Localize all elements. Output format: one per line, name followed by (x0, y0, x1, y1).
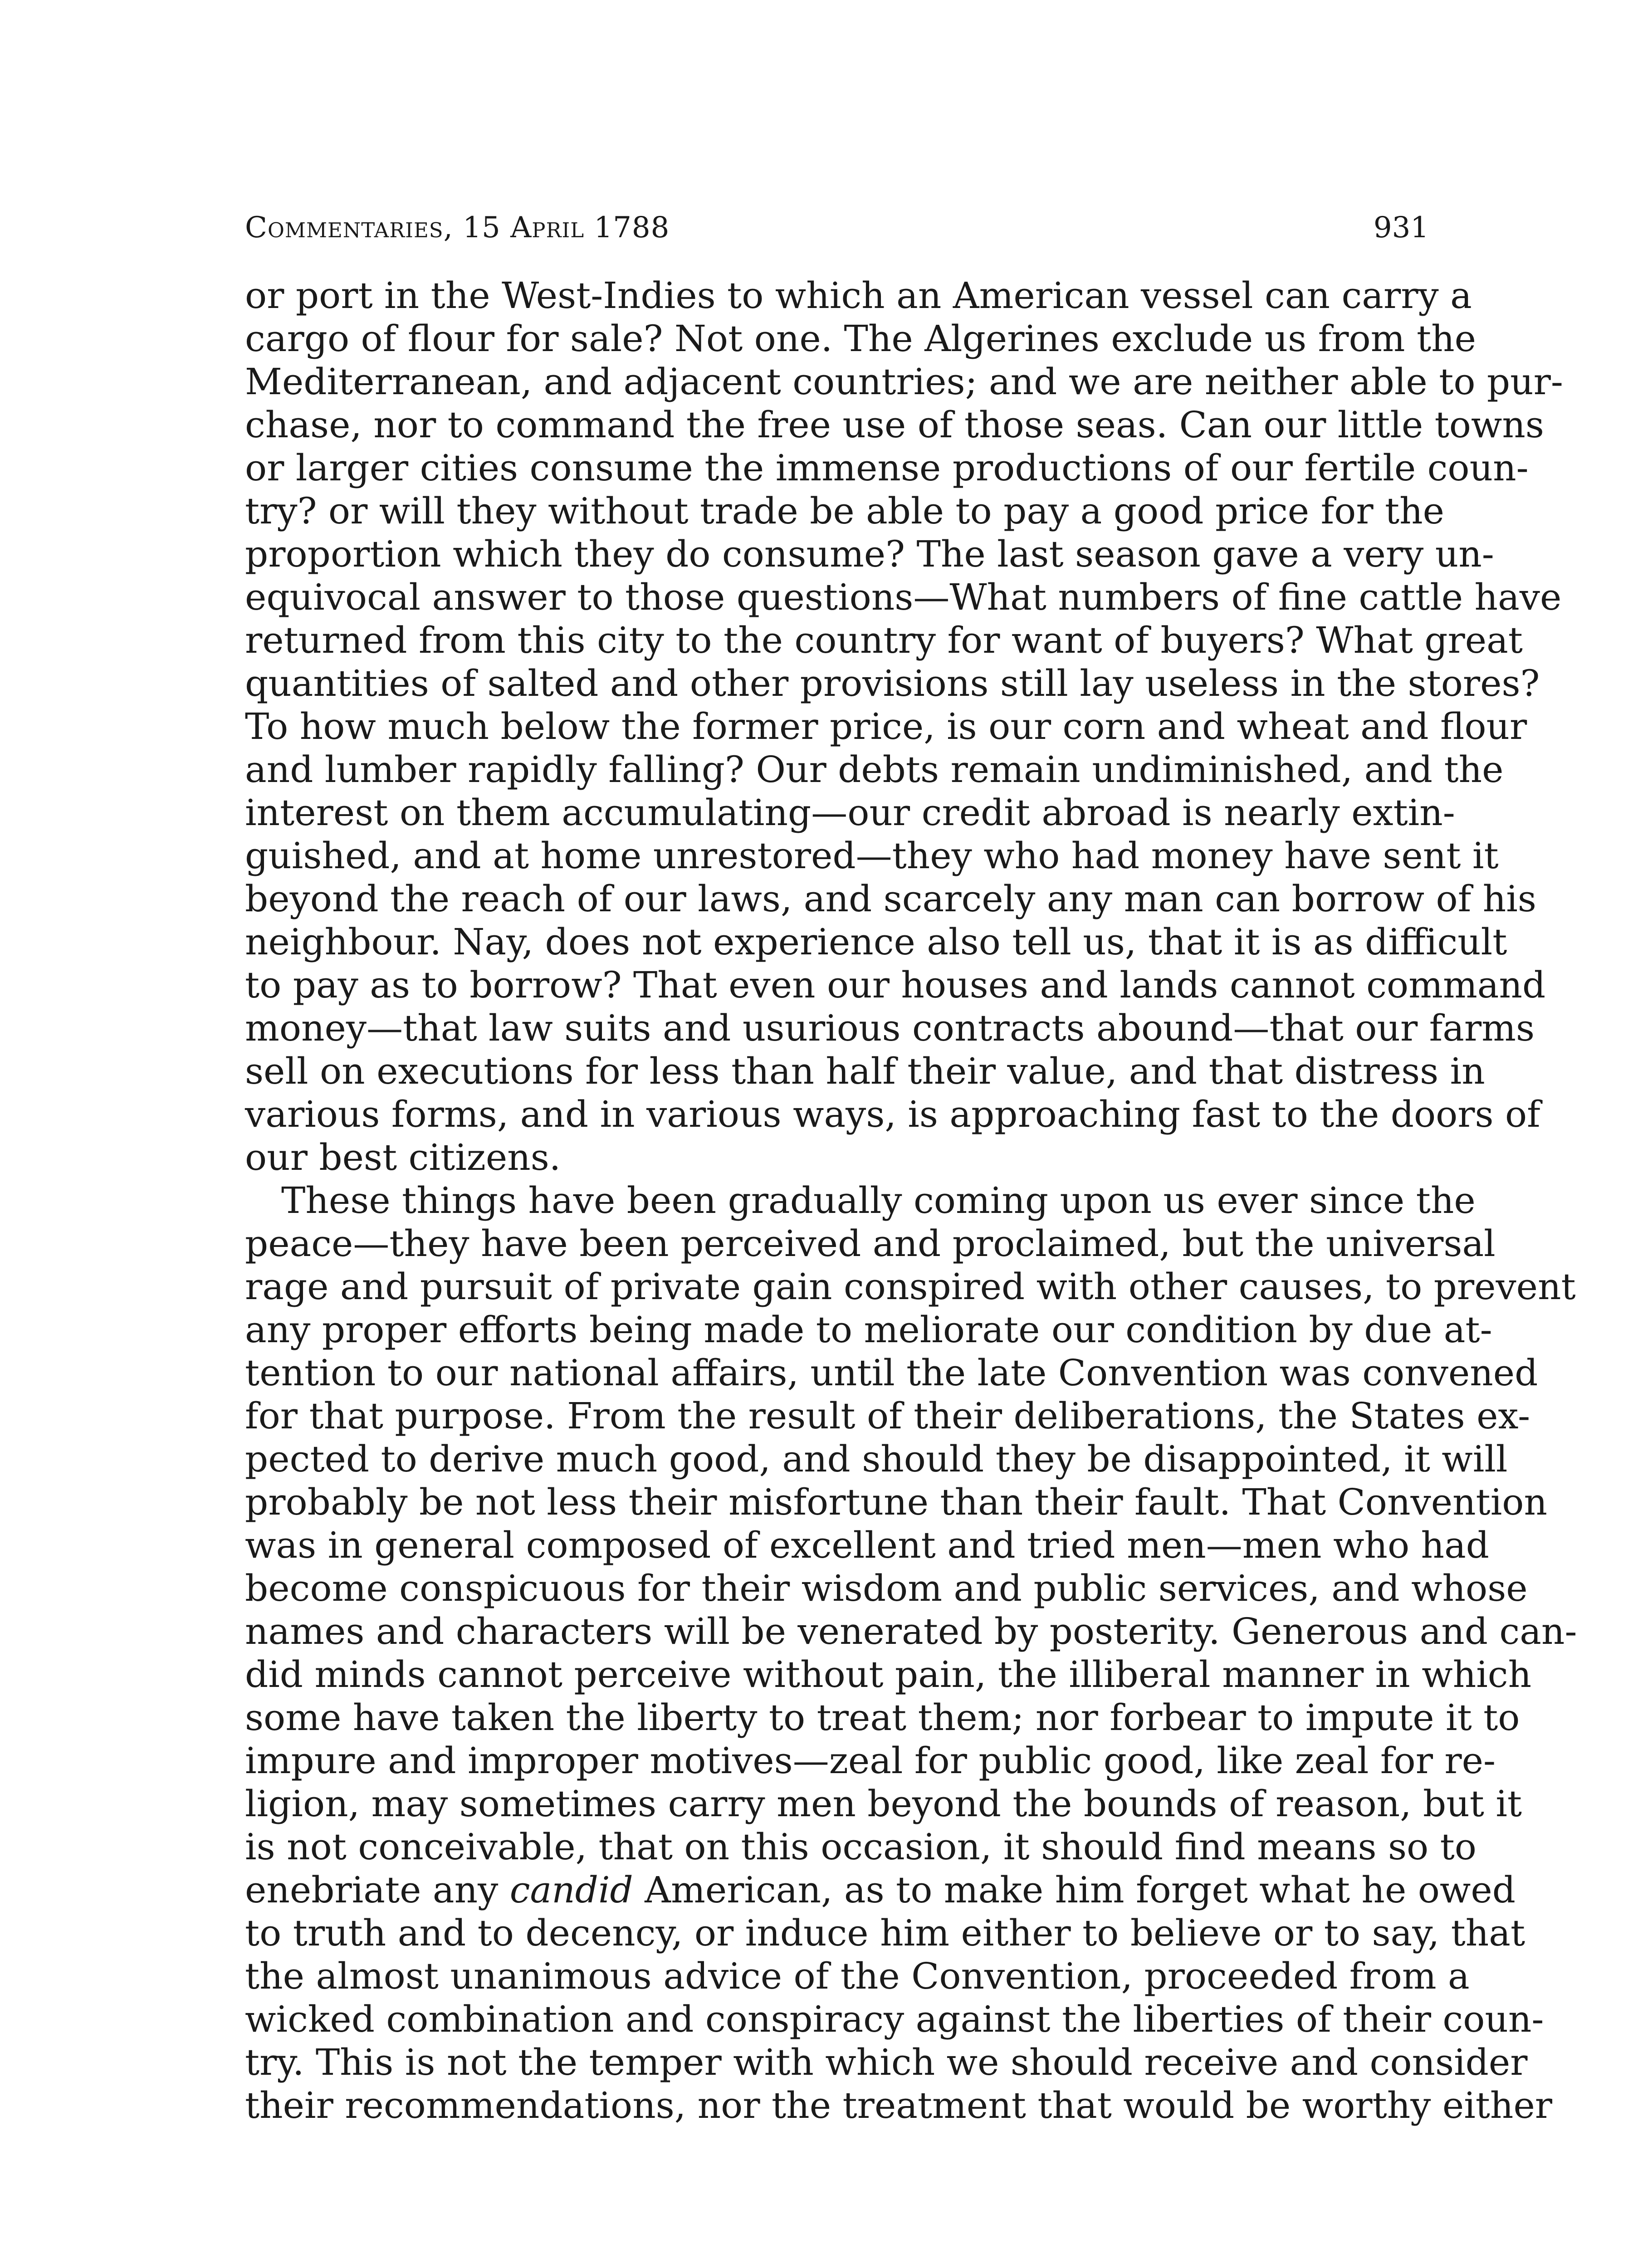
paragraph-2 (245, 1179, 1577, 2127)
text-line: beyond the reach of our laws, and scarcely any man can borrow of his (245, 878, 1536, 920)
text-line: become conspicuous for their wisdom and public services, and whose (245, 1567, 1528, 1609)
text-line: the almost unanimous advice of the Convention, proceeded from a (245, 1955, 1470, 1997)
text-line: money—that law suits and usurious contracts abound—that our farms (245, 1007, 1535, 1049)
text-line: quantities of salted and other provisions still lay useless in the stores? (245, 662, 1540, 704)
text-line: is not conceivable, that on this occasion, it should find means so to (245, 1826, 1477, 1868)
text-line: did minds cannot perceive without pain, the illiberal manner in which (245, 1653, 1532, 1696)
text-line: rage and pursuit of private gain conspired with other causes, to prevent (245, 1266, 1576, 1308)
text-line: for that purpose. From the result of their deliberations, the States ex- (245, 1395, 1530, 1437)
text-line: pected to derive much good, and should they be disappointed, it will (245, 1438, 1508, 1480)
text-line: To how much below the former price, is our corn and wheat and flour (245, 705, 1527, 748)
text-line: ligion, may sometimes carry men beyond the bounds of reason, but it (245, 1783, 1522, 1825)
text-line: was in general composed of excellent and tried men—men who had (245, 1524, 1489, 1566)
text-run: American, as to make him forget what he owed (633, 1869, 1516, 1911)
text-line: peace—they have been perceived and proclaimed, but the universal (245, 1222, 1496, 1265)
paragraph-1 (245, 274, 1563, 1179)
text-line: sell on executions for less than half their value, and that distress in (245, 1050, 1485, 1092)
running-title: Commentaries, 15 April 1788 (245, 211, 670, 244)
text-line: chase, nor to command the free use of those seas. Can our little towns (245, 404, 1544, 446)
text-line: to pay as to borrow? That even our houses and lands cannot command (245, 964, 1546, 1006)
text-line: some have taken the liberty to treat them; nor forbear to impute it to (245, 1696, 1520, 1739)
text-line: various forms, and in various ways, is approaching fast to the doors of (245, 1093, 1540, 1135)
running-head (245, 213, 1429, 242)
text-line: to truth and to decency, or induce him either to believe or to say, that (245, 1912, 1525, 1954)
text-line: returned from this city to the country for want of buyers? What great (245, 619, 1523, 661)
text-line: Mediterranean, and adjacent countries; and we are neither able to pur- (245, 361, 1563, 403)
page-number: 931 (1373, 211, 1429, 244)
text-line: interest on them accumulating—our credit abroad is nearly extin- (245, 792, 1455, 834)
text-line: proportion which they do consume? The last season gave a very un- (245, 533, 1494, 575)
text-line: their recommendations, nor the treatment that would be worthy either (245, 2084, 1553, 2126)
text-line: impure and improper motives—zeal for public good, like zeal for re- (245, 1740, 1496, 1782)
text-line: or port in the West-Indies to which an American vessel can carry a (245, 274, 1472, 317)
text-line: neighbour. Nay, does not experience also tell us, that it is as difficult (245, 921, 1507, 963)
text-line: equivocal answer to those questions—What numbers of fine cattle have (245, 576, 1562, 618)
text-line: names and characters will be venerated by posterity. Generous and can- (245, 1610, 1577, 1652)
text-line-with-emphasis (245, 1868, 1516, 1911)
document-page (245, 211, 1577, 2268)
emphasized-word: candid (509, 1869, 633, 1911)
text-line: try? or will they without trade be able to pay a good price for the (245, 490, 1445, 532)
text-line: cargo of flour for sale? Not one. The Algerines exclude us from the (245, 318, 1476, 360)
text-line: wicked combination and conspiracy against the liberties of their coun- (245, 1998, 1544, 2040)
text-line: any proper efforts being made to meliorate our condition by due at- (245, 1309, 1492, 1351)
text-line: try. This is not the temper with which we should receive and consider (245, 2041, 1528, 2083)
text-line: tention to our national affairs, until the late Convention was convened (245, 1352, 1538, 1394)
text-line: guished, and at home unrestored—they who had money have sent it (245, 835, 1499, 877)
text-line: or larger cities consume the immense productions of our fertile coun- (245, 447, 1529, 489)
body-text (245, 274, 1577, 2127)
text-line: and lumber rapidly falling? Our debts remain undiminished, and the (245, 748, 1504, 791)
text-line: our best citizens. (245, 1136, 561, 1178)
text-line: These things have been gradually coming upon us ever since the (281, 1179, 1476, 1222)
text-run: enebriate any (245, 1869, 510, 1911)
text-line: probably be not less their misfortune than their fault. That Convention (245, 1481, 1547, 1523)
